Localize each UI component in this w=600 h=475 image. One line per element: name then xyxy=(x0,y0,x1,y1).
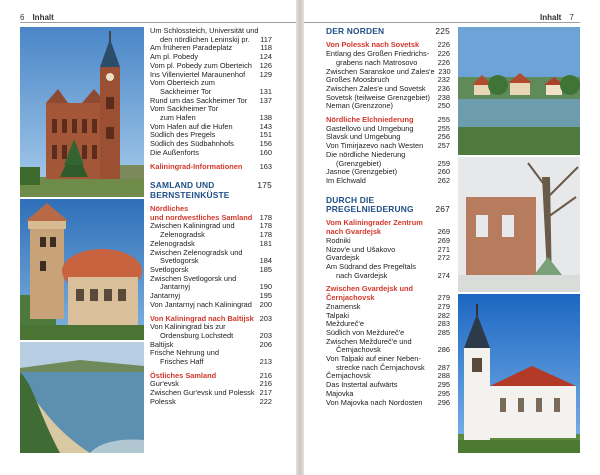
toc-entry-title: und nordwestliches Samland xyxy=(150,212,253,222)
toc-page-number: 216 xyxy=(259,379,272,389)
toc-entry-title: Ordensburg Lochstedt xyxy=(160,330,234,340)
toc-entry-title: Sackheimer Tor xyxy=(160,86,212,96)
toc-page-number: 195 xyxy=(259,291,272,301)
toc-page-number: 203 xyxy=(259,330,272,340)
photo-village-lake xyxy=(458,27,580,155)
toc-page-number: 267 xyxy=(435,204,450,215)
toc-page-number: 238 xyxy=(437,92,450,102)
toc-entry-title: Großes Moosbruch xyxy=(326,75,390,85)
toc-entry-title: Zwischen Gvardejsk und xyxy=(326,284,414,294)
toc-entry-title: Um Schlossteich, Universität und xyxy=(150,26,259,35)
toc-entry-title: Zwischen Zelenogradsk und xyxy=(150,247,243,257)
toc-entry-title: Slavsk und Umgebung xyxy=(326,132,401,142)
toc-entry-title: Zelenogradsk xyxy=(160,230,205,240)
toc-page-number: 226 xyxy=(437,49,450,59)
toc-entry-title: Nördliche Elchniederung xyxy=(326,115,414,125)
header-rule xyxy=(20,22,296,23)
toc-page-number: 206 xyxy=(259,339,272,349)
toc-entry-title: Am früheren Paradeplatz xyxy=(150,43,233,53)
photo-cathedral xyxy=(20,27,144,197)
toc-entry-title: Nördliches xyxy=(150,204,189,214)
toc-page-number: 126 xyxy=(259,60,272,70)
toc-entry-title: Gastellovo und Umgebung xyxy=(326,123,414,133)
right-page xyxy=(304,0,600,475)
toc-page-number: 160 xyxy=(259,147,272,157)
toc-entry-title: Sovetsk (teilweise Grenzgebiet) xyxy=(326,92,430,102)
toc-entry-title: Neman (Grenzzone) xyxy=(326,101,393,111)
toc-page-number: 255 xyxy=(437,115,450,125)
toc-page-number: 285 xyxy=(437,327,450,337)
toc-page-number: 250 xyxy=(437,101,450,111)
toc-page-number: 274 xyxy=(437,270,450,280)
toc-page-number: 163 xyxy=(259,161,272,171)
toc-entry-title: DER NORDEN xyxy=(326,26,385,36)
toc-entry-title: Von Polessk nach Sovetsk xyxy=(326,40,420,50)
toc-entry[interactable] xyxy=(150,358,272,367)
toc-entry-title: Zwischen Meždureč'e und xyxy=(326,336,412,346)
toc-page-number: 222 xyxy=(259,396,272,406)
toc-page-number: 124 xyxy=(259,52,272,62)
toc-entry-title: Černjachovsk xyxy=(326,371,371,381)
toc-page-number: 296 xyxy=(437,397,450,407)
toc-entry[interactable] xyxy=(150,301,272,310)
toc-page-number: 287 xyxy=(437,362,450,372)
toc-page-number: 288 xyxy=(437,371,450,381)
toc-page-number: 185 xyxy=(259,264,272,274)
toc-page-number: 256 xyxy=(437,132,450,142)
toc-page-number: 282 xyxy=(437,310,450,320)
toc-page-number: 178 xyxy=(259,212,272,222)
toc-entry-title: Svetlogorsk xyxy=(160,256,199,266)
book-gutter xyxy=(296,0,304,475)
toc-entry-title: Südlich des Pregels xyxy=(150,130,216,140)
toc-page-number: 269 xyxy=(437,227,450,237)
toc-entry-title: strecke nach Černjachovsk xyxy=(336,362,425,372)
toc-chapter-heading[interactable] xyxy=(326,205,450,214)
toc-entry-title: Meždureč'e xyxy=(326,319,364,329)
toc-page-number xyxy=(256,191,272,200)
toc-entry-title: Polessk xyxy=(150,396,176,406)
toc-page-number: 151 xyxy=(259,130,272,140)
toc-entry-title: Ins Villenviertel Maraunenhof xyxy=(150,69,246,79)
toc-entry-title: Černjachovsk xyxy=(326,293,375,303)
toc-page-number: 271 xyxy=(437,244,450,254)
toc-entry-title: Zelenogradsk xyxy=(150,238,195,248)
toc-entry-title: Zwischen Saranskoe und Zales'e xyxy=(326,66,435,76)
toc-page-number: 200 xyxy=(259,299,272,309)
toc-page-number: 217 xyxy=(259,388,272,398)
toc-entry-title: Am Südrand des Pregeltals xyxy=(326,261,416,271)
toc-entry-title: Von Kaliningrad nach Baltijsk xyxy=(150,313,254,323)
toc-page-number: 213 xyxy=(259,357,272,367)
left-page xyxy=(0,0,296,475)
toc-page-number: 226 xyxy=(437,57,450,67)
toc-page-number: 257 xyxy=(437,141,450,151)
toc-entry-title: Entlang des Großen Friedrichs- xyxy=(326,49,430,59)
toc-page-number: 178 xyxy=(259,230,272,240)
toc-chapter-heading[interactable] xyxy=(150,191,272,200)
toc-entry-title: Gur'evsk xyxy=(150,379,179,389)
toc-entry-title: nach Gvardejsk xyxy=(326,227,382,237)
toc-page-number: 269 xyxy=(437,235,450,245)
toc-entry[interactable] xyxy=(326,177,450,186)
toc-entry-title: Rund um das Sackheimer Tor xyxy=(150,95,248,105)
toc-page-number: 279 xyxy=(437,293,450,303)
toc-entry-title: Znamensk xyxy=(326,301,361,311)
toc-page-number: 236 xyxy=(437,83,450,93)
page-number: 7 xyxy=(569,12,574,22)
toc-entry-title: DURCH DIE xyxy=(326,194,375,205)
photo-baltic-coast xyxy=(20,342,144,453)
toc-entry-title: grabens nach Matrosovo xyxy=(336,57,418,67)
toc-entry-title: Baltijsk xyxy=(150,339,174,349)
toc-page-number: 129 xyxy=(259,69,272,79)
toc-entry-title: Talpaki xyxy=(326,310,350,320)
toc-page-number: 260 xyxy=(437,167,450,177)
toc-page-number: 283 xyxy=(437,319,450,329)
toc-entry-title: Südlich von Meždureč'e xyxy=(326,327,405,337)
toc-entry[interactable] xyxy=(150,398,272,407)
toc-page-number: 190 xyxy=(259,282,272,292)
toc-entry-title: Majovka xyxy=(326,388,354,398)
toc-entry-title: Frisches Haff xyxy=(160,357,204,367)
running-header: Inhalt xyxy=(32,12,54,22)
toc-entry-title: Vom pl. Pobedy zum Oberteich xyxy=(150,60,252,70)
toc-page-number: 272 xyxy=(437,253,450,263)
toc-entry-title: Nizov'e und Ušakovo xyxy=(326,244,396,254)
toc-entry-title: Die nördliche Niederung xyxy=(326,149,406,159)
toc-entry-title: Jasnoe (Grenzgebiet) xyxy=(326,167,398,177)
toc-entry[interactable] xyxy=(326,399,450,408)
toc-entry-title: zum Hafen xyxy=(160,113,196,123)
toc-page-number: 225 xyxy=(435,26,450,36)
toc-entry-title: Svetlogorsk xyxy=(150,264,189,274)
photo-water-tower xyxy=(20,199,144,340)
toc-entry-title: Von Kaliningrad bis zur xyxy=(150,322,226,332)
toc-entry-title: Vom Oberteich zum xyxy=(150,78,215,88)
toc-left xyxy=(150,27,272,407)
toc-page-number: 178 xyxy=(259,221,272,231)
toc-page-number: 181 xyxy=(259,238,272,248)
toc-entry-title: Rodniki xyxy=(326,235,351,245)
toc-entry-title: nach Gvardejsk xyxy=(336,270,388,280)
toc-entry-title: Am pl. Pobedy xyxy=(150,52,199,62)
toc-entry-title: Vom Sackheimer Tor xyxy=(150,104,219,114)
toc-entry-title: Vom Hafen auf die Hufen xyxy=(150,121,233,131)
toc-entry[interactable] xyxy=(326,272,450,281)
toc-entry-title: Das Instertal aufwärts xyxy=(326,380,398,390)
header-rule xyxy=(304,22,580,23)
photo-white-church xyxy=(458,294,580,453)
toc-page-number: 226 xyxy=(437,40,450,50)
toc-page-number: 216 xyxy=(259,370,272,380)
toc-entry-title: den nördlichen Leninskij pr. xyxy=(160,34,250,44)
toc-entry-title: Die Außenforts xyxy=(150,147,199,157)
toc-entry-title: Černjachovsk xyxy=(336,345,381,355)
toc-entry-title: Vom Kaliningrader Zentrum xyxy=(326,218,423,228)
toc-entry-title: Kaliningrad-Informationen xyxy=(150,161,243,171)
toc-page-number: 230 xyxy=(438,66,451,76)
toc-entry-title: SAMLAND UND xyxy=(150,180,215,191)
toc-page-number: 295 xyxy=(437,388,450,398)
toc-entry-title: Frische Nehrung und xyxy=(150,348,220,358)
toc-chapter-heading[interactable] xyxy=(326,27,450,36)
toc-entry-title: Von Timirjazevo nach Westen xyxy=(326,141,424,151)
toc-entry-title: Jantarnyj xyxy=(160,282,190,292)
toc-entry-title: Zwischen Zales'e und Sovetsk xyxy=(326,83,426,93)
toc-page-number: 118 xyxy=(260,43,272,53)
toc-page-number: 117 xyxy=(260,34,272,44)
toc-page-number: 184 xyxy=(259,256,272,266)
toc-page-number: 286 xyxy=(437,345,450,355)
toc-entry-title: PREGELNIEDERUNG xyxy=(326,204,414,215)
toc-entry-title: Von Jantarnyj nach Kaliningrad xyxy=(150,299,252,309)
running-header: Inhalt xyxy=(540,12,562,22)
toc-entry-title: BERNSTEINKÜSTE xyxy=(150,189,230,200)
toc-entry-title: Zwischen Gur'evsk und Polessk xyxy=(150,388,255,398)
toc-page-number: 131 xyxy=(259,86,272,96)
toc-page-number: 143 xyxy=(259,121,272,131)
toc-page-number: 138 xyxy=(259,113,272,123)
toc-page-number: 137 xyxy=(259,95,272,105)
toc-right xyxy=(326,27,450,407)
toc-page-number: 232 xyxy=(437,75,450,85)
toc-entry[interactable] xyxy=(326,102,450,111)
page-number: 6 xyxy=(20,12,25,22)
toc-page-number: 203 xyxy=(259,313,272,323)
toc-page-number: 262 xyxy=(437,175,450,185)
toc-page-number: 255 xyxy=(437,123,450,133)
toc-page-number: 295 xyxy=(437,380,450,390)
toc-entry-title: Südlich des Südbahnhofs xyxy=(150,139,234,149)
toc-entry-title: Zwischen Kaliningrad und xyxy=(150,221,235,231)
toc-entry[interactable] xyxy=(150,149,272,158)
photo-church-ruin xyxy=(458,157,580,292)
toc-section-heading[interactable] xyxy=(150,163,272,172)
toc-page-number: 279 xyxy=(437,301,450,311)
toc-page-number: 259 xyxy=(437,158,450,168)
toc-entry-title: (Grenzgebiet) xyxy=(336,158,382,168)
toc-entry-title: Von Majovka nach Nordosten xyxy=(326,397,423,407)
toc-entry-title: Gvardejsk xyxy=(326,253,360,263)
toc-entry-title: Jantarnyj xyxy=(150,291,180,301)
toc-entry-title: Im Elchwald xyxy=(326,175,366,185)
toc-entry-title: Von Talpaki auf einer Neben- xyxy=(326,354,421,364)
toc-entry-title: Zwischen Svetlogorsk und xyxy=(150,273,237,283)
toc-entry-title: Östliches Samland xyxy=(150,370,217,380)
toc-page-number: 175 xyxy=(257,180,272,191)
toc-page-number: 156 xyxy=(259,139,272,149)
